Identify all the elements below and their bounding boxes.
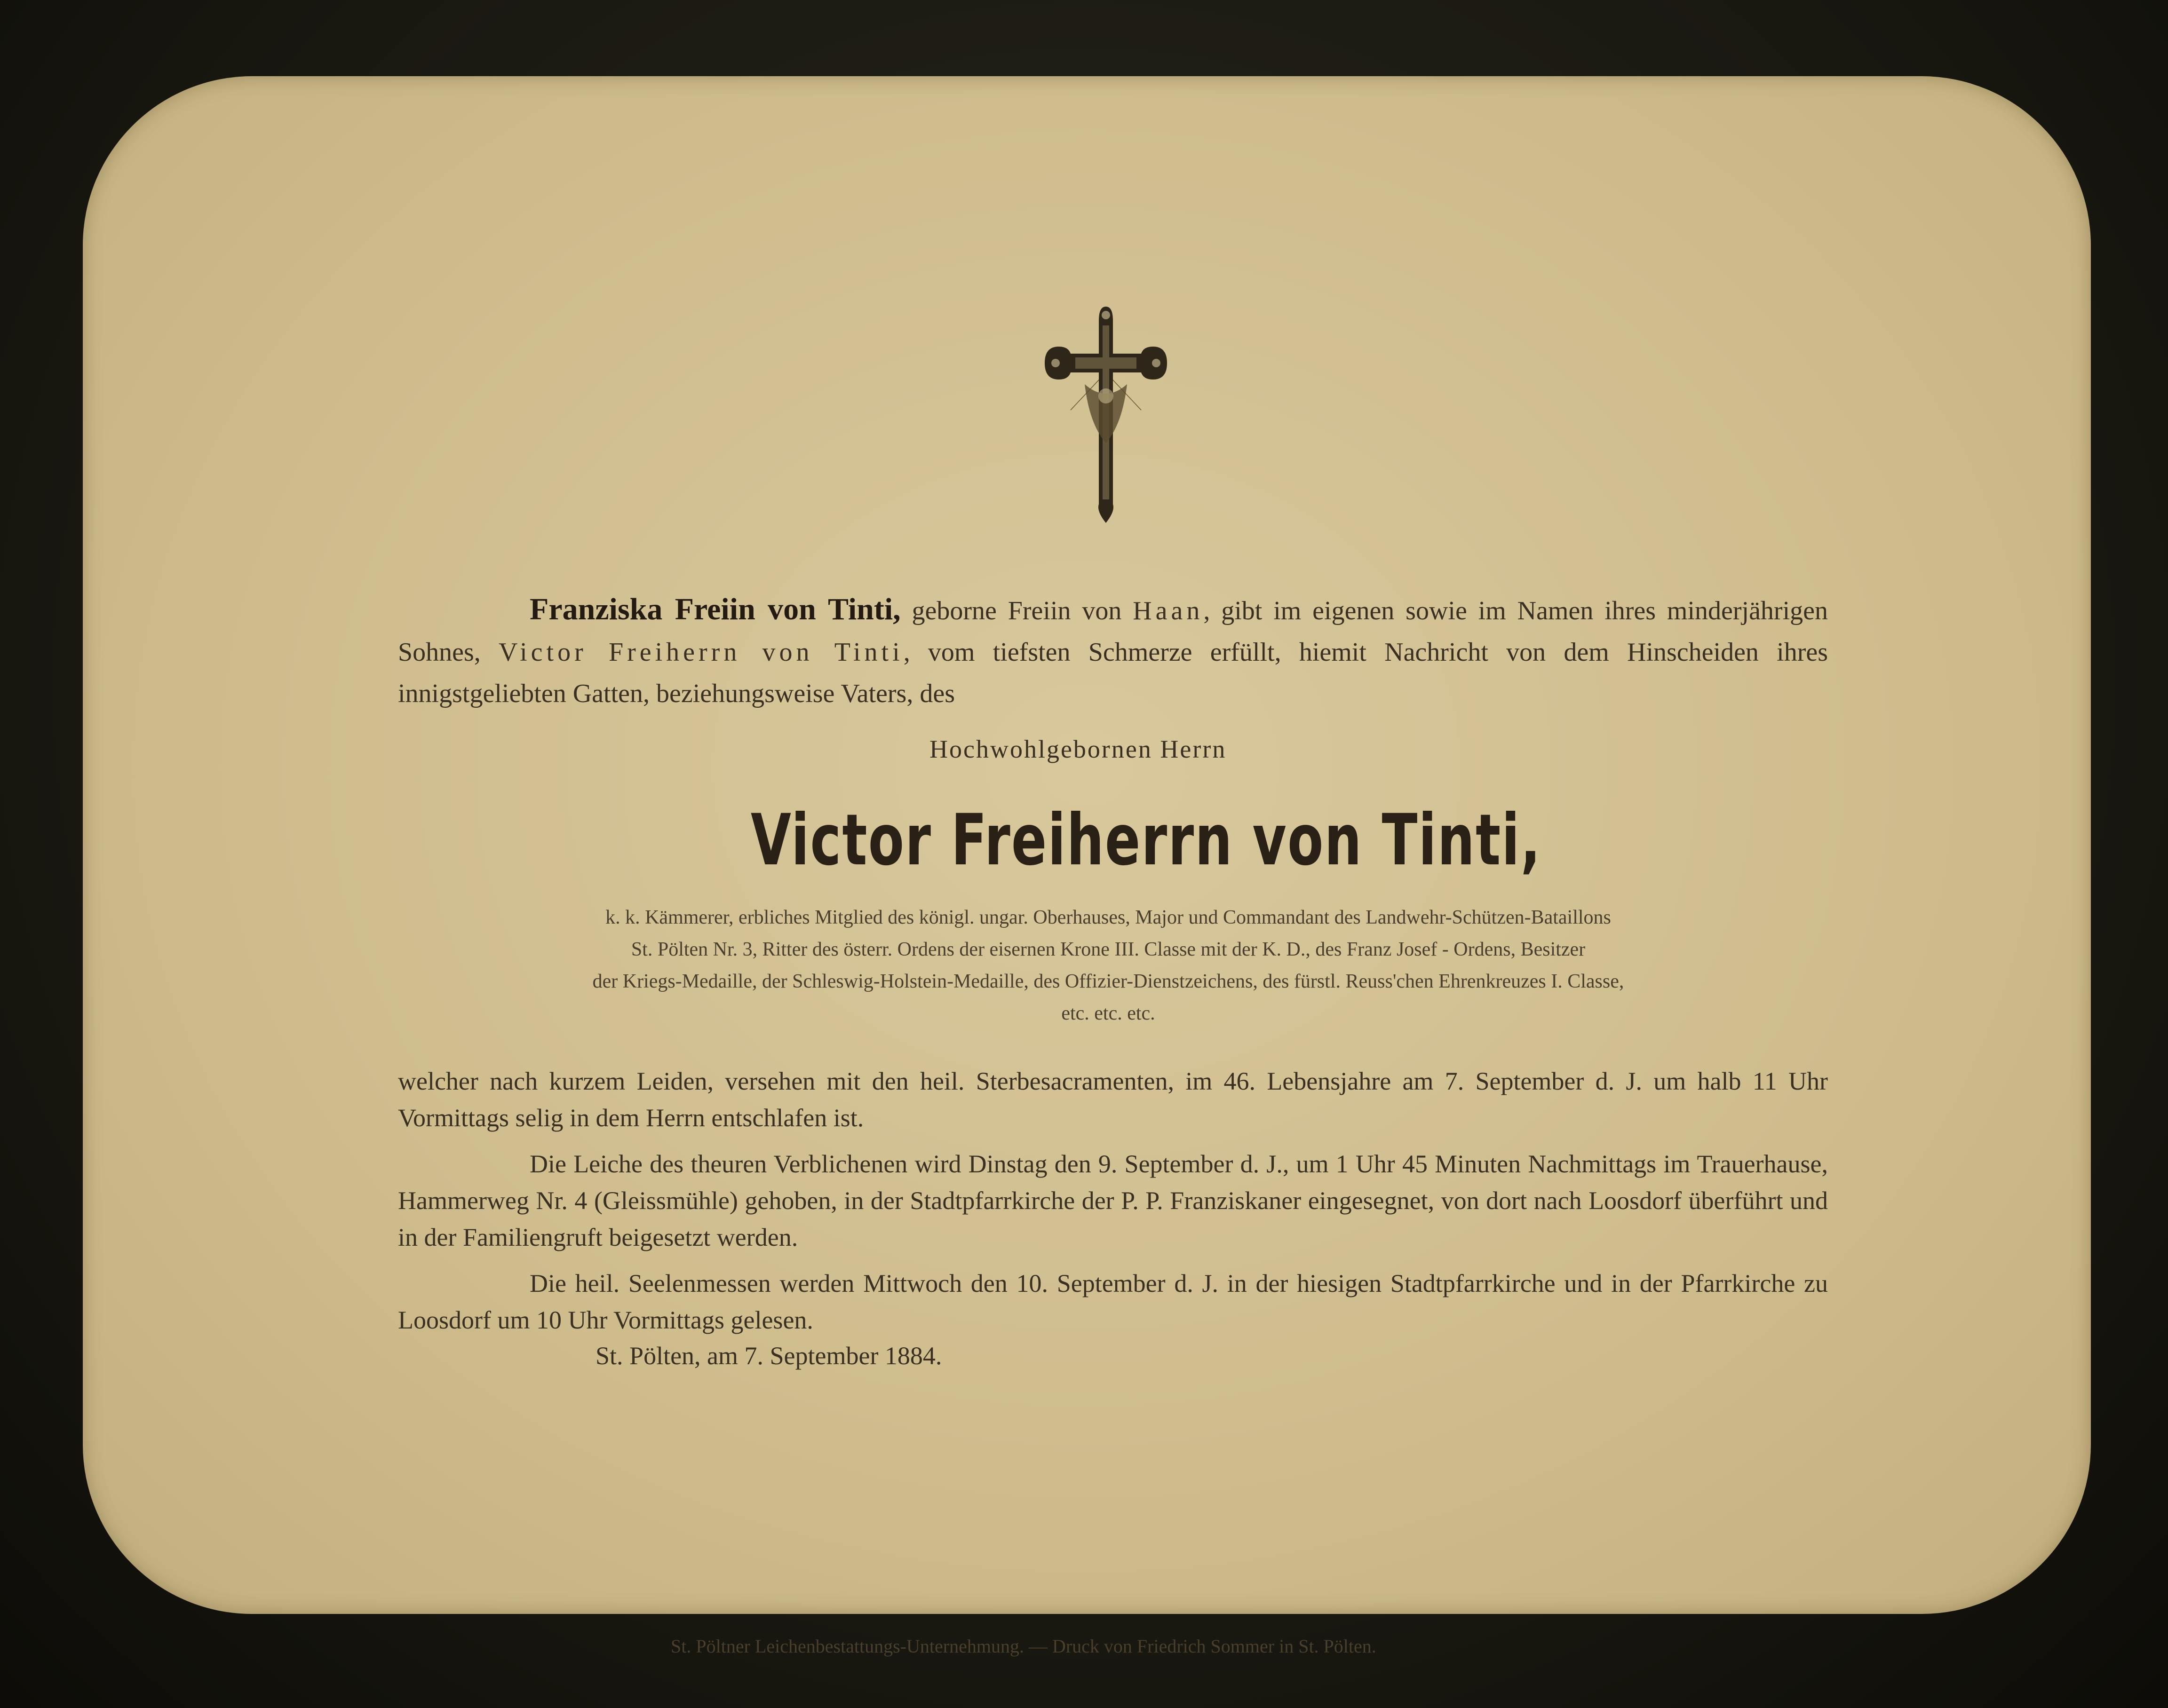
printer-imprint: St. Pöltner Leichenbestattungs-Unternehmung. — Druck von Friedrich Sommer in St. Pölten.	[671, 1636, 1376, 1657]
son-name: Victor Freiherrn von Tinti	[499, 638, 904, 667]
ornate-cross-icon	[1028, 302, 1183, 528]
announcement-paragraph	[398, 589, 1828, 714]
maiden-name: Haan	[1133, 596, 1204, 625]
widow-name: Franziska Freiin von Tinti,	[530, 592, 901, 626]
titles-line: St. Pölten Nr. 3, Ritter des österr. Ordens der eisernen Krone III. Classe mit der K. D., des Franz Josef - Ordens, Besitzer	[631, 939, 1586, 960]
honorific: Hochwohlgebornen Herrn	[929, 735, 1227, 763]
parte-card	[83, 76, 2091, 1657]
deceased-titles	[501, 901, 1715, 1029]
titles-line: der Kriegs-Medaille, der Schleswig-Holstein-Medaille, des Offizier-Dienstzeichens, des fürstl. Reuss'chen Ehrenkreuzes I. Classe,	[592, 971, 1624, 992]
intro-text-b: , gibt im eigenen sowie im Namen ihres minderjährigen Sohnes,	[398, 596, 1828, 667]
mass-paragraph: Die heil. Seelenmessen werden Mittwoch den 10. September d. J. in der hiesigen Stadtpfarrkirche und in der Pfarrkirche zu Loosdorf um 10 Uhr Vormittags gelesen.	[398, 1269, 1828, 1334]
intro-text-a: geborne Freiin von	[900, 596, 1133, 625]
deceased-name: Victor Freiherrn von Tinti,	[751, 799, 1542, 881]
funeral-paragraph: Die Leiche des theuren Verblichenen wird Dinstag den 9. September d. J., um 1 Uhr 45 Minuten Nachmittags im Trauerhause, Hammerweg Nr. 4 (Gleissmühle) gehoben, in der Stadtpfarrkirche der P. P. Franziskaner eingesegnet, von dort nach Loosdorf überführt und in der Familiengruft beigesetzt werden.	[398, 1150, 1828, 1251]
intro-text-c: , vom tiefsten Schmerze erfüllt, hiemit Nachricht von dem Hinscheiden ihres innigstgeliebten Gatten, beziehungsweise Vaters, des	[398, 638, 1828, 708]
death-paragraph: welcher nach kurzem Leiden, versehen mit den heil. Sterbesacramenten, im 46. Lebensjahre am 7. September d. J. um halb 11 Uhr Vormittags selig in dem Herrn entschlafen ist.	[398, 1067, 1828, 1132]
titles-line: k. k. Kämmerer, erbliches Mitglied des königl. ungar. Oberhauses, Major und Commandant des Landwehr-Schützen-Bataillons	[605, 907, 1611, 928]
funeral-details	[398, 1063, 1828, 1338]
place-and-date: St. Pölten, am 7. September 1884.	[596, 1342, 942, 1370]
titles-line: etc. etc. etc.	[1061, 1003, 1155, 1024]
